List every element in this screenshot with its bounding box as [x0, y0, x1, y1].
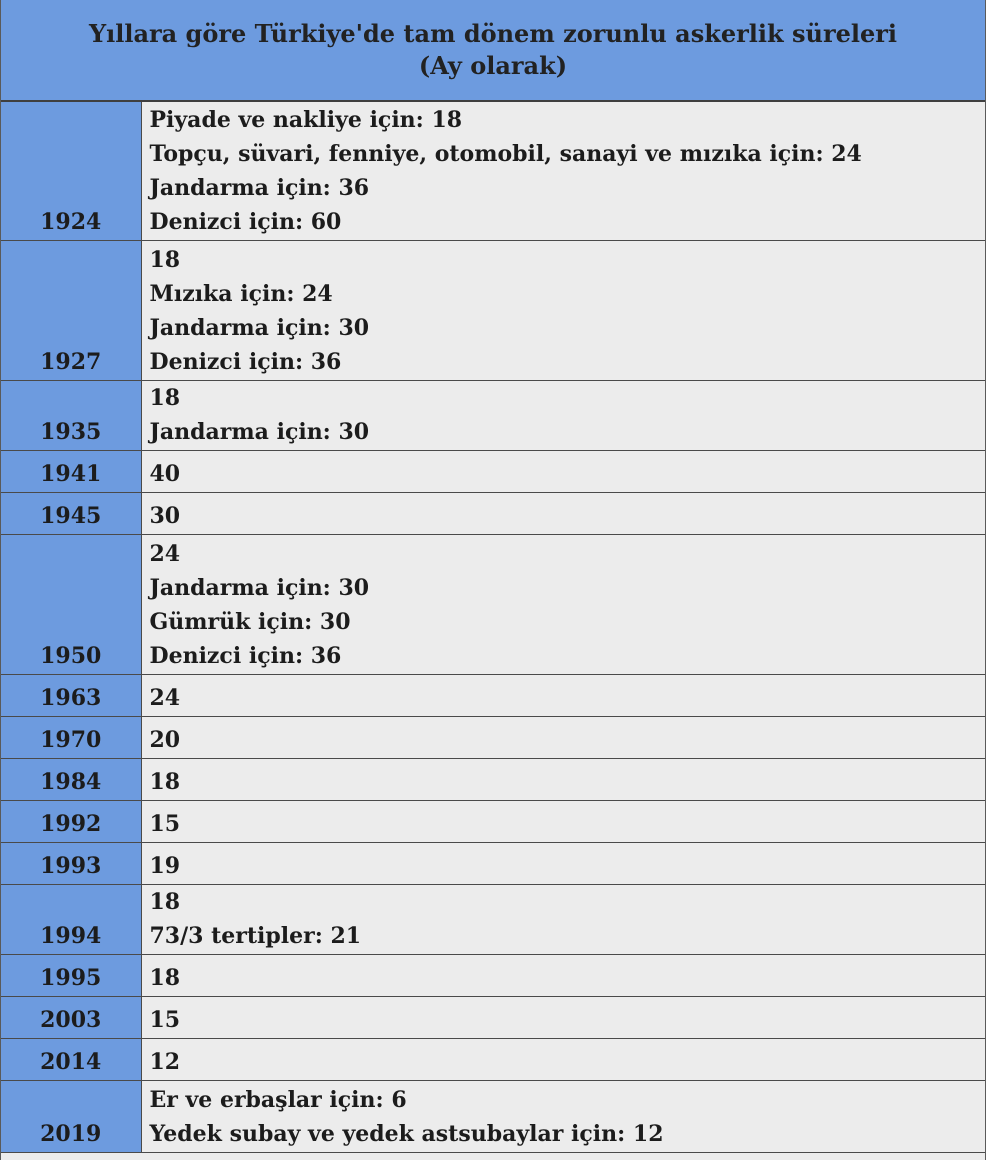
table-title: Yıllara göre Türkiye'de tam dönem zorunlu askerlik süreleri — [88, 19, 898, 48]
duration-cell — [141, 1038, 985, 1080]
year-cell: 1945 — [1, 492, 141, 534]
table-row — [1, 380, 985, 450]
year-cell: 1995 — [1, 954, 141, 996]
duration-cell — [141, 380, 985, 450]
year-cell: 1941 — [1, 450, 141, 492]
duration-line: 18 — [149, 888, 181, 915]
year-cell: 2003 — [1, 996, 141, 1038]
table-row — [1, 1080, 985, 1152]
duration-line: 24 — [149, 540, 181, 567]
year-cell: 1994 — [1, 884, 141, 954]
duration-line: 40 — [149, 460, 181, 487]
duration-cell — [141, 102, 985, 240]
duration-line: 18 — [149, 384, 181, 411]
duration-cell — [141, 1080, 985, 1152]
duration-line: 15 — [149, 810, 181, 837]
table-row — [1, 450, 985, 492]
duration-cell — [141, 758, 985, 800]
year-cell: 1992 — [1, 800, 141, 842]
duration-cell — [141, 674, 985, 716]
duration-line: 19 — [149, 852, 181, 879]
duration-line: Mızıka için: 24 — [149, 280, 333, 307]
year-cell: 1970 — [1, 716, 141, 758]
duration-line: Denizci için: 36 — [149, 642, 342, 669]
duration-table — [1, 102, 985, 1153]
duration-line: 73/3 tertipler: 21 — [149, 922, 362, 949]
table-row — [1, 954, 985, 996]
table-row — [1, 240, 985, 380]
duration-cell — [141, 716, 985, 758]
duration-line: 30 — [149, 502, 181, 529]
duration-line: Jandarma için: 30 — [149, 418, 370, 445]
duration-line: Gümrük için: 30 — [149, 608, 351, 635]
duration-line: 24 — [149, 684, 181, 711]
table-subtitle: (Ay olarak) — [418, 51, 568, 80]
duration-line: Denizci için: 36 — [149, 348, 342, 375]
duration-line: 18 — [149, 768, 181, 795]
year-cell: 1935 — [1, 380, 141, 450]
duration-line: 20 — [149, 726, 181, 753]
duration-cell — [141, 800, 985, 842]
table-header — [1, 0, 985, 102]
year-cell: 2014 — [1, 1038, 141, 1080]
duration-cell — [141, 492, 985, 534]
duration-line: 18 — [149, 246, 181, 273]
table-row — [1, 996, 985, 1038]
duration-cell — [141, 450, 985, 492]
duration-cell — [141, 996, 985, 1038]
table-row — [1, 716, 985, 758]
table-row — [1, 492, 985, 534]
table-row — [1, 800, 985, 842]
year-cell: 1993 — [1, 842, 141, 884]
year-cell: 1963 — [1, 674, 141, 716]
table-row — [1, 758, 985, 800]
duration-line: Denizci için: 60 — [149, 208, 342, 235]
duration-line: Jandarma için: 30 — [149, 574, 370, 601]
table-row — [1, 534, 985, 674]
duration-cell — [141, 954, 985, 996]
year-cell: 1927 — [1, 240, 141, 380]
year-cell: 1984 — [1, 758, 141, 800]
duration-line: Yedek subay ve yedek astsubaylar için: 12 — [149, 1120, 664, 1147]
table-row — [1, 1038, 985, 1080]
duration-line: Er ve erbaşlar için: 6 — [149, 1086, 407, 1113]
duration-cell — [141, 884, 985, 954]
duration-cell — [141, 534, 985, 674]
table-row — [1, 102, 985, 240]
year-cell: 2019 — [1, 1080, 141, 1152]
duration-line: Topçu, süvari, fenniye, otomobil, sanayi ve mızıka için: 24 — [149, 140, 862, 167]
duration-line: Jandarma için: 36 — [149, 174, 370, 201]
table-body — [1, 102, 985, 1152]
duration-cell — [141, 842, 985, 884]
table-row — [1, 674, 985, 716]
duration-line: 18 — [149, 964, 181, 991]
duration-line: 15 — [149, 1006, 181, 1033]
table-row — [1, 884, 985, 954]
duration-line: 12 — [149, 1048, 181, 1075]
year-cell: 1924 — [1, 102, 141, 240]
duration-line: Piyade ve nakliye için: 18 — [149, 106, 463, 133]
duration-cell — [141, 240, 985, 380]
duration-line: Jandarma için: 30 — [149, 314, 370, 341]
table-row — [1, 842, 985, 884]
year-cell: 1950 — [1, 534, 141, 674]
